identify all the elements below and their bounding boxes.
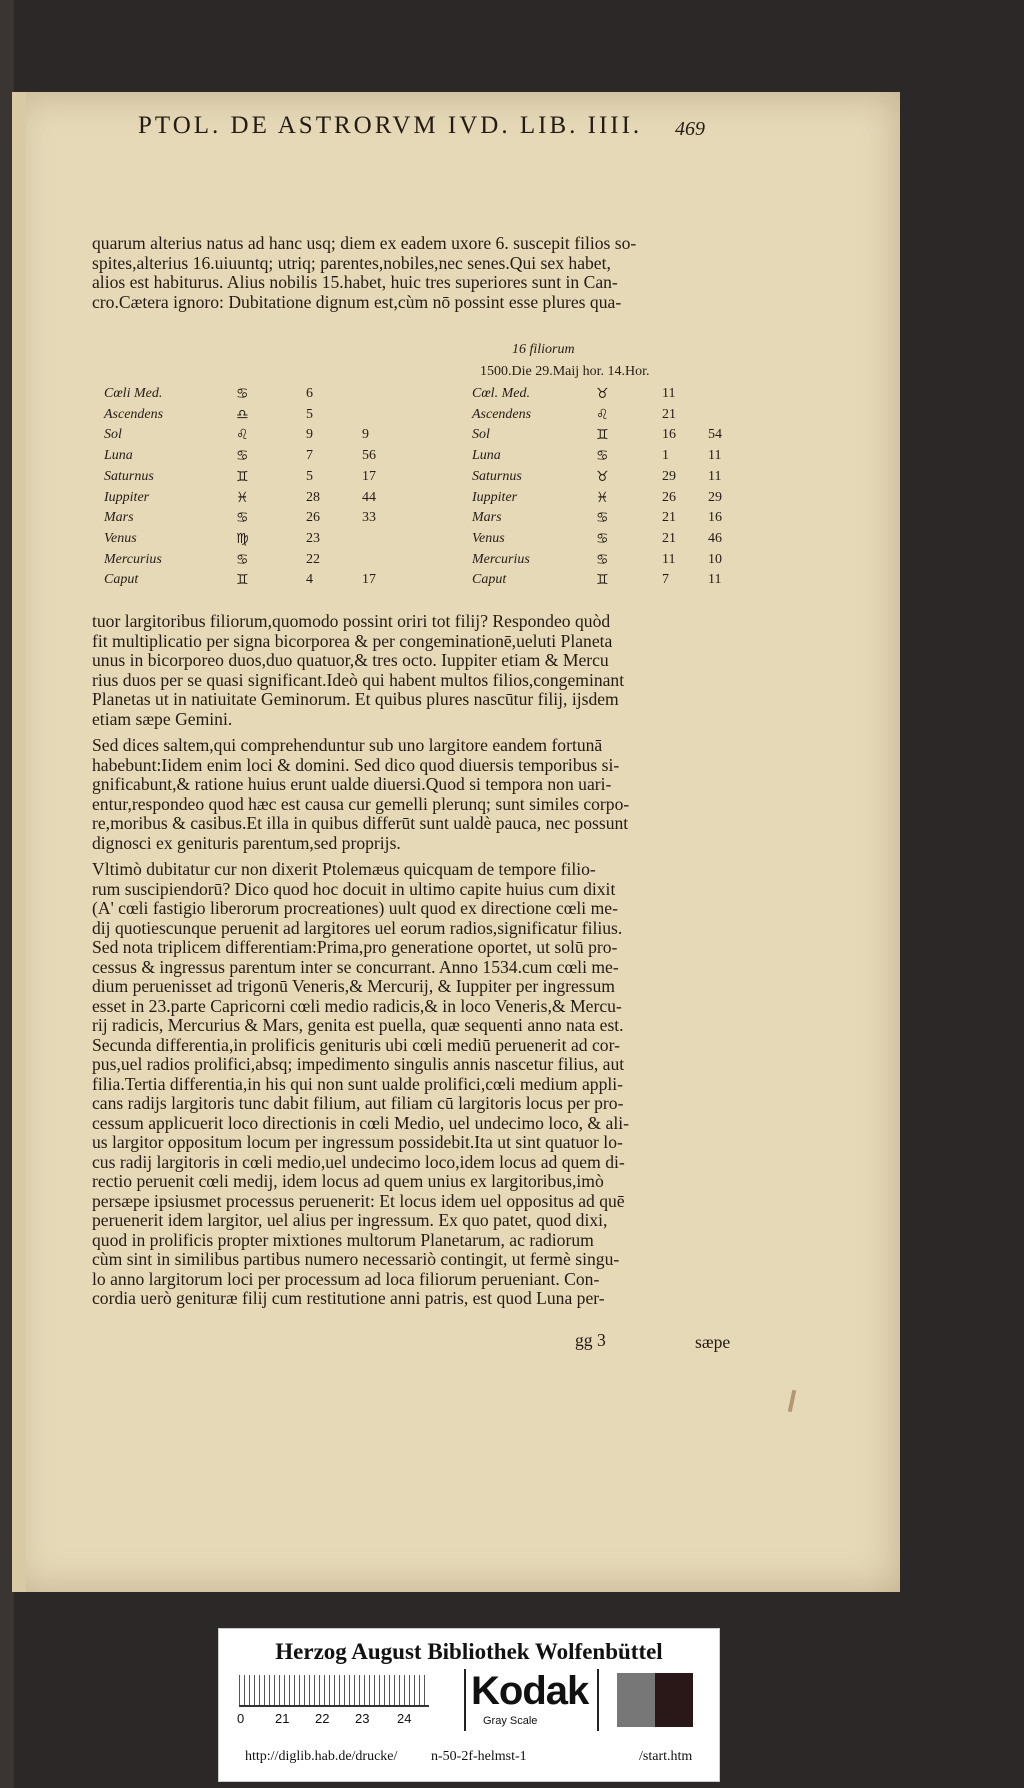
- horoscope-deg: 1: [662, 448, 669, 464]
- text-line: habebunt:Iidem enim loci & domini. Sed dico quod diuersis temporibus si-: [92, 755, 620, 775]
- horoscope-sign: ♊: [596, 427, 609, 444]
- horoscope-sign: ♓: [236, 489, 249, 506]
- text-line: alios est habiturus. Alius nobilis 15.habet, huic tres superiores sunt in Can-: [92, 273, 618, 292]
- horoscope-label: Luna: [472, 448, 501, 464]
- horoscope-deg: 6: [306, 386, 313, 401]
- horoscope-deg: 21: [662, 530, 676, 546]
- text-line: etiam sæpe Gemini.: [92, 709, 233, 729]
- text-line: Secunda differentia,in prolificis genituris ubi cœli mediū peruenerit ad cor-: [92, 1035, 620, 1055]
- horoscope-min: 56: [362, 448, 376, 464]
- ruler-number: 22: [315, 1711, 330, 1726]
- horoscope-sign: ♍: [236, 530, 249, 547]
- horoscope-deg: 11: [662, 386, 676, 401]
- horoscope-label: Caput: [104, 572, 139, 588]
- text-line: cus radij largitoris in cœli medio,uel undecimo loco,idem locus ad quem di-: [92, 1152, 625, 1172]
- horoscope-label: Saturnus: [472, 468, 522, 484]
- text-line: cans radijs largitoris tunc dabit filium, aut filiam cū largitoris locus per pro-: [92, 1094, 624, 1113]
- horoscope-min: 33: [362, 510, 376, 526]
- text-line: esset in 23.parte Capricorni cœli medio radicis,& in loco Veneris,& Mercu-: [92, 996, 622, 1016]
- horoscope-label: Cœl. Med.: [472, 386, 530, 401]
- gray-patch: [617, 1673, 655, 1727]
- horoscope-min: 11: [708, 468, 722, 484]
- ruler-number: 23: [355, 1711, 370, 1726]
- text-line: persæpe ipsiusmet processus peruenerit: Et locus idem uel oppositus ad quē: [92, 1191, 625, 1211]
- horoscope-deg: 7: [662, 572, 669, 588]
- horoscope-sign: ♎: [236, 406, 249, 423]
- horoscope-sign: ♋: [596, 530, 609, 547]
- ruler-number: 24: [397, 1711, 412, 1726]
- horoscope-sign: ♋: [596, 551, 609, 568]
- ruler-number: 0: [237, 1711, 245, 1726]
- horoscope-deg: 22: [306, 551, 320, 567]
- horoscope-min: 17: [362, 572, 376, 588]
- horoscope-label: Mars: [104, 510, 134, 526]
- horoscope-min: 46: [708, 530, 722, 546]
- horoscope-sign: ♋: [596, 448, 609, 465]
- text-line: cessus & ingressus parentum inter se concurrant. Anno 1534.cum cœli me-: [92, 957, 619, 977]
- horoscope-min: 11: [708, 572, 722, 588]
- text-line: re,moribus & casibus.Et illa in quibus differūt sunt ualdè pauca, nec possunt: [92, 814, 629, 833]
- horoscope-sign: ♊: [596, 572, 609, 589]
- divider: [464, 1669, 466, 1731]
- ruler-scale: [239, 1675, 429, 1707]
- horoscope-deg: 7: [306, 448, 313, 464]
- horoscope-label: Mars: [472, 510, 502, 526]
- text-line: rius duos per se quasi significant.Ideò qui habent multos filios,congeminant: [92, 670, 625, 690]
- text-line: spites,alterius 16.uiuuntq; utriq; parentes,nobiles,nec senes.Qui sex habet,: [92, 253, 611, 273]
- shelfmark: n-50-2f-helmst-1: [431, 1749, 527, 1764]
- horoscope-label: Venus: [472, 530, 505, 546]
- horoscope-min: 11: [708, 448, 722, 464]
- text-line: Planetas ut in natiuitate Geminorum. Et quibus plures nascūtur filij, ijsdem: [92, 690, 619, 709]
- horoscope-sign: ♉: [596, 468, 609, 485]
- text-line: gnificabunt,& ratione huius erunt ualde diuersi.Quod si tempora non uari-: [92, 775, 612, 794]
- horoscope-deg: 21: [662, 406, 676, 422]
- horoscope-deg: 16: [662, 427, 676, 443]
- signature-mark: gg 3: [575, 1330, 606, 1350]
- horoscope-label: Iuppiter: [472, 489, 518, 505]
- horoscope-label: Luna: [104, 448, 133, 464]
- text-line: filia.Tertia differentia,in his qui non sunt ualde prolifici,cœli medium appli-: [92, 1074, 624, 1094]
- top-paragraph: [92, 234, 732, 312]
- horoscope-sign: ♊: [236, 572, 249, 589]
- text-line: dignosci ex genituris parentum,sed proprijs.: [92, 833, 401, 853]
- text-line: quod in prolificis propter mixtiones multorum Planetarum, ac radiorum: [92, 1230, 594, 1250]
- library-url: http://diglib.hab.de/drucke/: [245, 1749, 398, 1764]
- horoscope-deg: 21: [662, 510, 676, 526]
- horoscope-min: 9: [362, 427, 369, 443]
- horoscope-label: Sol: [104, 427, 122, 443]
- folio-number: 469: [675, 118, 705, 140]
- horoscope-label: Cœli Med.: [104, 386, 163, 401]
- horoscope-deg: 5: [306, 468, 313, 484]
- horoscope-deg: 11: [662, 551, 676, 567]
- text-line: unus in bicorporeo duos,duo quatuor,& tres octo. Iuppiter etiam & Mercu: [92, 651, 609, 670]
- horoscope-deg: 26: [306, 510, 320, 526]
- horoscope-sign: ♋: [596, 510, 609, 527]
- text-line: cessum applicuerit loco directionis in cœli Medio, uel undecimo loco, & ali-: [92, 1113, 629, 1133]
- kodak-logo: Kodak: [471, 1669, 589, 1713]
- horoscope-sign: ♌: [236, 427, 249, 444]
- horoscope-min: 16: [708, 510, 722, 526]
- text-line: (A' cœli fastigio liberorum procreationes) uult quod ex directione cœli me-: [92, 899, 618, 918]
- text-line: cro.Cætera ignoro: Dubitatione dignum est,cùm nō possint esse plures qua-: [92, 292, 622, 312]
- text-line: cùm sint in similibus partibus numero necessariò contingit, ut fermè singu-: [92, 1250, 620, 1269]
- horoscope-sign: ♋: [236, 510, 249, 527]
- table-caption-right-2: 1500.Die 29.Maij hor. 14.Hor.: [480, 364, 650, 379]
- horoscope-sign: ♉: [596, 386, 609, 402]
- catchword: sæpe: [695, 1332, 731, 1352]
- page-gutter: [12, 92, 26, 1592]
- start-page: /start.htm: [639, 1749, 693, 1764]
- text-line: us largitor oppositum locum per ingressum possidebit.Ita ut sint quatuor lo-: [92, 1133, 623, 1152]
- horoscope-label: Mercurius: [104, 551, 162, 567]
- text-line: Vltimò dubitatur cur non dixerit Ptolemæus quicquam de tempore filio-: [92, 860, 596, 879]
- horoscope-min: 54: [708, 427, 722, 443]
- horoscope-deg: 9: [306, 427, 313, 443]
- horoscope-label: Iuppiter: [104, 489, 150, 505]
- kodak-subtitle: Gray Scale: [483, 1715, 538, 1727]
- horoscope-min: 17: [362, 468, 376, 484]
- horoscope-sign: ♊: [236, 468, 249, 485]
- text-line: rum suscipiendorū? Dico quod hoc docuit in ultimo capite huius cum dixit: [92, 879, 616, 899]
- horoscope-sign: ♌: [596, 406, 609, 423]
- horoscope-min: 10: [708, 551, 722, 567]
- horoscope-label: Venus: [104, 530, 137, 546]
- horoscope-label: Caput: [472, 572, 507, 588]
- horoscope-deg: 28: [306, 489, 320, 505]
- library-name: Herzog August Bibliothek Wolfenbüttel: [275, 1639, 663, 1664]
- horoscope-label: Mercurius: [472, 551, 530, 567]
- horoscope-deg: 23: [306, 530, 320, 546]
- ruler-number: 21: [275, 1711, 290, 1726]
- horoscope-label: Sol: [472, 427, 490, 443]
- library-target-card: [218, 1628, 720, 1782]
- horoscope-sign: ♋: [236, 448, 249, 465]
- text-line: rij radicis, Mercurius & Mars, genita est puella, quæ sequenti anno nata est.: [92, 1016, 624, 1035]
- text-line: tuor largitoribus filiorum,quomodo possint oriri tot filij? Respondeo quòd: [92, 612, 611, 631]
- paragraph-4: [92, 860, 732, 1309]
- text-line: peruenerit idem largitor, uel alius per ingressum. Ex quo patet, quod dixi,: [92, 1211, 608, 1230]
- text-line: dij quotiescunque peruenit ad largitores uel eorum radios,significatur filius.: [92, 918, 623, 938]
- horoscope-deg: 26: [662, 489, 676, 505]
- horoscope-deg: 4: [306, 572, 313, 588]
- table-caption-right-1: 16 filiorum: [512, 342, 575, 357]
- horoscope-label: Ascendens: [472, 406, 532, 422]
- horoscope-label: Ascendens: [104, 406, 164, 422]
- text-line: rectio peruenit cœli medij, idem locus ad quem unius ex largitoribus,imò: [92, 1172, 604, 1191]
- text-line: fit multiplicatio per signa bicorporea & per congeminationē,ueluti Planeta: [92, 631, 613, 651]
- text-line: Sed nota triplicem differentiam:Prima,pro generatione oportet, ut solū pro-: [92, 938, 618, 957]
- black-patch: [655, 1673, 693, 1727]
- text-line: pus,uel radios prolifici,absq; impedimento singulis annis nascetur filius, aut: [92, 1055, 625, 1074]
- divider: [597, 1669, 599, 1731]
- paragraph-3: [92, 736, 732, 853]
- horoscope-min: 29: [708, 489, 722, 505]
- paragraph-2: [92, 612, 732, 729]
- running-head: PTOL. DE ASTRORVM IVD. LIB. IIII.: [138, 112, 643, 139]
- horoscope-deg: 5: [306, 406, 313, 422]
- horoscope-sign: ♓: [596, 489, 609, 506]
- horoscope-sign: ♋: [236, 551, 249, 568]
- horoscope-deg: 29: [662, 468, 676, 484]
- horoscope-min: 44: [362, 489, 376, 505]
- text-line: Sed dices saltem,qui comprehenduntur sub uno largitore eandem fortunā: [92, 736, 603, 755]
- text-line: lo anno largitorum loci per processum ad loca filiorum perueniant. Con-: [92, 1269, 600, 1289]
- text-line: cordia uerò genituræ filij cum restitutione anni patris, est quod Luna per-: [92, 1289, 605, 1308]
- text-line: entur,respondeo quod hæc est causa cur gemelli plerunq; sunt similes corpo-: [92, 794, 630, 814]
- horoscope-sign: ♋: [236, 386, 249, 402]
- horoscope-label: Saturnus: [104, 468, 154, 484]
- text-line: quarum alterius natus ad hanc usq; diem ex eadem uxore 6. suscepit filios so-: [92, 234, 637, 253]
- text-line: dium peruenisset ad trigonū Veneris,& Mercurij, & Iuppiter per ingressum: [92, 977, 615, 996]
